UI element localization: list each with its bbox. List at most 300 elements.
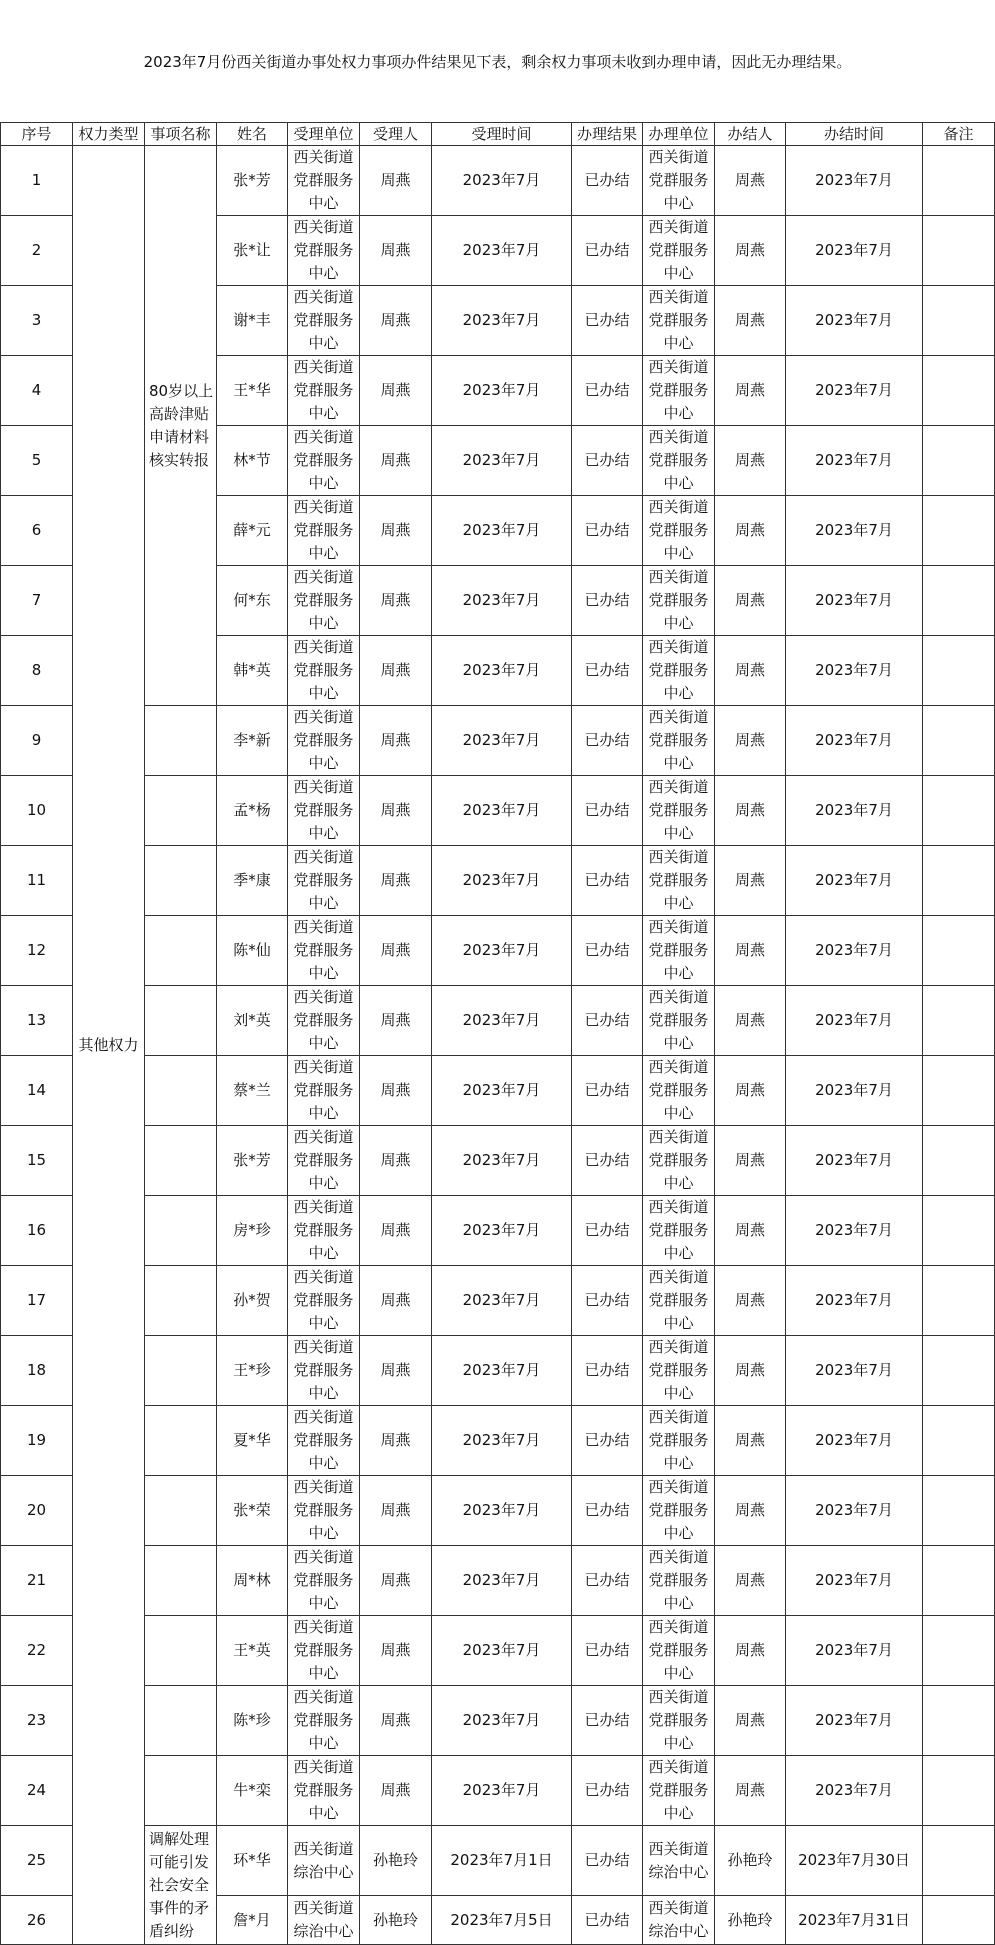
handling-unit-cell: 西关街道党群服务中心: [643, 286, 715, 356]
result-cell: 已办结: [572, 706, 643, 776]
acceptor-cell: 周燕: [360, 356, 432, 426]
handling-unit-cell: 西关街道综治中心: [643, 1826, 715, 1896]
accept-unit-cell: 西关街道党群服务中心: [288, 286, 360, 356]
name-cell: 王*英: [217, 1616, 288, 1686]
handling-unit-cell: 西关街道党群服务中心: [643, 1266, 715, 1336]
close-time-cell: 2023年7月: [786, 916, 923, 986]
header-cell: 受理时间: [432, 123, 572, 146]
handling-unit-cell: 西关街道党群服务中心: [643, 1196, 715, 1266]
serial-cell: 9: [1, 706, 73, 776]
serial-cell: 3: [1, 286, 73, 356]
accept-time-cell: 2023年7月1日: [432, 1826, 572, 1896]
remark-cell: [923, 1476, 995, 1546]
close-time-cell: 2023年7月: [786, 1196, 923, 1266]
accept-time-cell: 2023年7月: [432, 846, 572, 916]
table-row: [1, 146, 995, 216]
handling-unit-cell: 西关街道党群服务中心: [643, 1546, 715, 1616]
closer-cell: 周燕: [715, 286, 786, 356]
close-time-cell: 2023年7月: [786, 1056, 923, 1126]
acceptor-cell: 周燕: [360, 846, 432, 916]
remark-cell: [923, 426, 995, 496]
accept-time-cell: 2023年7月: [432, 706, 572, 776]
item-name-cell: [145, 146, 217, 706]
result-cell: 已办结: [572, 1196, 643, 1266]
item-name-cell: [145, 706, 217, 776]
closer-cell: 周燕: [715, 1756, 786, 1826]
accept-time-cell: 2023年7月: [432, 916, 572, 986]
name-cell: 刘*英: [217, 986, 288, 1056]
remark-cell: [923, 496, 995, 566]
accept-time-cell: 2023年7月: [432, 146, 572, 216]
table-header-row: [1, 123, 995, 146]
closer-cell: 周燕: [715, 916, 786, 986]
name-cell: 陈*珍: [217, 1686, 288, 1756]
handling-unit-cell: 西关街道党群服务中心: [643, 916, 715, 986]
name-cell: 张*芳: [217, 1126, 288, 1196]
handling-unit-cell: 西关街道党群服务中心: [643, 1686, 715, 1756]
result-cell: 已办结: [572, 1406, 643, 1476]
result-cell: 已办结: [572, 986, 643, 1056]
close-time-cell: 2023年7月: [786, 1266, 923, 1336]
result-cell: 已办结: [572, 566, 643, 636]
remark-cell: [923, 146, 995, 216]
item-name-cell: [145, 916, 217, 986]
name-cell: 李*新: [217, 706, 288, 776]
table-row: [1, 1266, 995, 1336]
accept-unit-cell: 西关街道党群服务中心: [288, 1756, 360, 1826]
remark-cell: [923, 1126, 995, 1196]
accept-unit-cell: 西关街道党群服务中心: [288, 1196, 360, 1266]
remark-cell: [923, 356, 995, 426]
remark-cell: [923, 846, 995, 916]
closer-cell: 周燕: [715, 1336, 786, 1406]
closer-cell: 孙艳玲: [715, 1896, 786, 1945]
result-cell: 已办结: [572, 426, 643, 496]
closer-cell: 周燕: [715, 426, 786, 496]
remark-cell: [923, 776, 995, 846]
serial-cell: 25: [1, 1826, 73, 1896]
close-time-cell: 2023年7月: [786, 636, 923, 706]
name-cell: 詹*月: [217, 1896, 288, 1945]
accept-time-cell: 2023年7月: [432, 1476, 572, 1546]
handling-unit-cell: 西关街道党群服务中心: [643, 496, 715, 566]
name-cell: 孙*贺: [217, 1266, 288, 1336]
accept-time-cell: 2023年7月: [432, 1756, 572, 1826]
result-cell: 已办结: [572, 916, 643, 986]
closer-cell: 周燕: [715, 636, 786, 706]
accept-unit-cell: 西关街道党群服务中心: [288, 1476, 360, 1546]
handling-unit-cell: 西关街道党群服务中心: [643, 1336, 715, 1406]
name-cell: 张*让: [217, 216, 288, 286]
item-name-cell: [145, 776, 217, 846]
serial-cell: 7: [1, 566, 73, 636]
name-cell: 张*荣: [217, 1476, 288, 1546]
handling-unit-cell: 西关街道党群服务中心: [643, 776, 715, 846]
header-cell: 权力类型: [73, 123, 145, 146]
handling-unit-cell: 西关街道党群服务中心: [643, 706, 715, 776]
remark-cell: [923, 916, 995, 986]
remark-cell: [923, 986, 995, 1056]
accept-unit-cell: 西关街道党群服务中心: [288, 636, 360, 706]
acceptor-cell: 周燕: [360, 1476, 432, 1546]
result-cell: 已办结: [572, 776, 643, 846]
acceptor-cell: 周燕: [360, 566, 432, 636]
close-time-cell: 2023年7月: [786, 1756, 923, 1826]
close-time-cell: 2023年7月: [786, 216, 923, 286]
close-time-cell: 2023年7月: [786, 846, 923, 916]
result-cell: 已办结: [572, 216, 643, 286]
acceptor-cell: 周燕: [360, 1266, 432, 1336]
closer-cell: 孙艳玲: [715, 1826, 786, 1896]
acceptor-cell: 孙艳玲: [360, 1896, 432, 1945]
acceptor-cell: 周燕: [360, 1056, 432, 1126]
accept-time-cell: 2023年7月5日: [432, 1896, 572, 1945]
close-time-cell: 2023年7月: [786, 1616, 923, 1686]
closer-cell: 周燕: [715, 1616, 786, 1686]
serial-cell: 13: [1, 986, 73, 1056]
serial-cell: 10: [1, 776, 73, 846]
accept-time-cell: 2023年7月: [432, 1686, 572, 1756]
close-time-cell: 2023年7月: [786, 1546, 923, 1616]
accept-unit-cell: 西关街道党群服务中心: [288, 1126, 360, 1196]
accept-unit-cell: 西关街道党群服务中心: [288, 566, 360, 636]
accept-unit-cell: 西关街道党群服务中心: [288, 846, 360, 916]
table-row: [1, 1826, 995, 1896]
serial-cell: 12: [1, 916, 73, 986]
closer-cell: 周燕: [715, 1686, 786, 1756]
closer-cell: 周燕: [715, 1406, 786, 1476]
result-cell: 已办结: [572, 1266, 643, 1336]
item-name-cell: [145, 986, 217, 1056]
table-row: [1, 846, 995, 916]
close-time-cell: 2023年7月: [786, 1336, 923, 1406]
serial-cell: 23: [1, 1686, 73, 1756]
result-cell: 已办结: [572, 496, 643, 566]
handling-unit-cell: 西关街道党群服务中心: [643, 986, 715, 1056]
accept-time-cell: 2023年7月: [432, 1266, 572, 1336]
acceptor-cell: 周燕: [360, 1336, 432, 1406]
name-cell: 韩*英: [217, 636, 288, 706]
power-type-cell: 其他权力: [73, 146, 145, 1945]
close-time-cell: 2023年7月30日: [786, 1826, 923, 1896]
header-cell: 序号: [1, 123, 73, 146]
table-row: [1, 1196, 995, 1266]
remark-cell: [923, 1826, 995, 1896]
handling-unit-cell: 西关街道党群服务中心: [643, 146, 715, 216]
serial-cell: 19: [1, 1406, 73, 1476]
header-cell: 办理单位: [643, 123, 715, 146]
item-name-text: 调解处理可能引发社会安全事件的矛盾纠纷: [149, 1829, 210, 1940]
item-name-cell: [145, 1056, 217, 1126]
accept-unit-cell: 西关街道党群服务中心: [288, 1546, 360, 1616]
serial-cell: 8: [1, 636, 73, 706]
close-time-cell: 2023年7月: [786, 146, 923, 216]
remark-cell: [923, 706, 995, 776]
acceptor-cell: 周燕: [360, 1756, 432, 1826]
acceptor-cell: 周燕: [360, 1406, 432, 1476]
item-name-cell: [145, 1546, 217, 1616]
accept-time-cell: 2023年7月: [432, 1336, 572, 1406]
accept-time-cell: 2023年7月: [432, 1406, 572, 1476]
serial-cell: 16: [1, 1196, 73, 1266]
accept-time-cell: 2023年7月: [432, 496, 572, 566]
serial-cell: 2: [1, 216, 73, 286]
closer-cell: 周燕: [715, 1056, 786, 1126]
name-cell: 季*康: [217, 846, 288, 916]
serial-cell: 15: [1, 1126, 73, 1196]
closer-cell: 周燕: [715, 776, 786, 846]
accept-time-cell: 2023年7月: [432, 1126, 572, 1196]
remark-cell: [923, 1056, 995, 1126]
item-name-text: 80岁以上高龄津贴申请材料核实转报: [149, 381, 214, 469]
closer-cell: 周燕: [715, 496, 786, 566]
handling-unit-cell: 西关街道党群服务中心: [643, 1406, 715, 1476]
accept-time-cell: 2023年7月: [432, 636, 572, 706]
accept-unit-cell: 西关街道党群服务中心: [288, 146, 360, 216]
table-row: [1, 1616, 995, 1686]
accept-unit-cell: 西关街道党群服务中心: [288, 1686, 360, 1756]
handling-unit-cell: 西关街道党群服务中心: [643, 636, 715, 706]
item-name-cell: [145, 1616, 217, 1686]
accept-time-cell: 2023年7月: [432, 776, 572, 846]
serial-cell: 18: [1, 1336, 73, 1406]
notice-text: 2023年7月份西关街道办事处权力事项办件结果见下表，剩余权力事项未收到办理申请，因此无办理结果。: [143, 52, 852, 71]
accept-time-cell: 2023年7月: [432, 356, 572, 426]
handling-unit-cell: 西关街道党群服务中心: [643, 1126, 715, 1196]
acceptor-cell: 周燕: [360, 496, 432, 566]
table-row: [1, 1546, 995, 1616]
closer-cell: 周燕: [715, 146, 786, 216]
acceptor-cell: 周燕: [360, 1686, 432, 1756]
handling-unit-cell: 西关街道党群服务中心: [643, 426, 715, 496]
close-time-cell: 2023年7月: [786, 356, 923, 426]
accept-unit-cell: 西关街道党群服务中心: [288, 1056, 360, 1126]
acceptor-cell: 周燕: [360, 1546, 432, 1616]
closer-cell: 周燕: [715, 706, 786, 776]
remark-cell: [923, 1336, 995, 1406]
table-row: [1, 1686, 995, 1756]
closer-cell: 周燕: [715, 566, 786, 636]
result-cell: 已办结: [572, 1336, 643, 1406]
item-name-cell: [145, 1826, 217, 1945]
accept-unit-cell: 西关街道党群服务中心: [288, 986, 360, 1056]
name-cell: 孟*杨: [217, 776, 288, 846]
remark-cell: [923, 216, 995, 286]
acceptor-cell: 周燕: [360, 636, 432, 706]
handling-unit-cell: 西关街道党群服务中心: [643, 846, 715, 916]
item-name-cell: [145, 1126, 217, 1196]
remark-cell: [923, 1266, 995, 1336]
close-time-cell: 2023年7月31日: [786, 1896, 923, 1945]
item-name-cell: [145, 1196, 217, 1266]
name-cell: 何*东: [217, 566, 288, 636]
handling-unit-cell: 西关街道党群服务中心: [643, 1476, 715, 1546]
name-cell: 谢*丰: [217, 286, 288, 356]
acceptor-cell: 孙艳玲: [360, 1826, 432, 1896]
serial-cell: 24: [1, 1756, 73, 1826]
handling-unit-cell: 西关街道党群服务中心: [643, 356, 715, 426]
remark-cell: [923, 286, 995, 356]
table-row: [1, 1056, 995, 1126]
accept-unit-cell: 西关街道综治中心: [288, 1896, 360, 1945]
accept-unit-cell: 西关街道党群服务中心: [288, 1616, 360, 1686]
acceptor-cell: 周燕: [360, 706, 432, 776]
accept-time-cell: 2023年7月: [432, 426, 572, 496]
item-name-cell: [145, 1266, 217, 1336]
closer-cell: 周燕: [715, 1476, 786, 1546]
name-cell: 夏*华: [217, 1406, 288, 1476]
handling-unit-cell: 西关街道综治中心: [643, 1896, 715, 1945]
name-cell: 蔡*兰: [217, 1056, 288, 1126]
item-name-cell: [145, 1406, 217, 1476]
result-cell: 已办结: [572, 1616, 643, 1686]
close-time-cell: 2023年7月: [786, 566, 923, 636]
result-cell: 已办结: [572, 1126, 643, 1196]
acceptor-cell: 周燕: [360, 986, 432, 1056]
result-cell: 已办结: [572, 1476, 643, 1546]
results-table: [0, 122, 995, 1945]
accept-unit-cell: 西关街道党群服务中心: [288, 706, 360, 776]
closer-cell: 周燕: [715, 1196, 786, 1266]
accept-time-cell: 2023年7月: [432, 1196, 572, 1266]
acceptor-cell: 周燕: [360, 426, 432, 496]
result-cell: 已办结: [572, 1896, 643, 1945]
result-cell: 已办结: [572, 356, 643, 426]
close-time-cell: 2023年7月: [786, 1476, 923, 1546]
result-cell: 已办结: [572, 846, 643, 916]
table-row: [1, 1406, 995, 1476]
accept-unit-cell: 西关街道党群服务中心: [288, 1336, 360, 1406]
close-time-cell: 2023年7月: [786, 776, 923, 846]
table-row: [1, 1126, 995, 1196]
handling-unit-cell: 西关街道党群服务中心: [643, 1056, 715, 1126]
header-cell: 姓名: [217, 123, 288, 146]
name-cell: 王*珍: [217, 1336, 288, 1406]
result-cell: 已办结: [572, 636, 643, 706]
accept-time-cell: 2023年7月: [432, 986, 572, 1056]
result-cell: 已办结: [572, 1686, 643, 1756]
close-time-cell: 2023年7月: [786, 706, 923, 776]
accept-unit-cell: 西关街道党群服务中心: [288, 426, 360, 496]
remark-cell: [923, 566, 995, 636]
name-cell: 张*芳: [217, 146, 288, 216]
acceptor-cell: 周燕: [360, 916, 432, 986]
header-cell: 办结时间: [786, 123, 923, 146]
accept-unit-cell: 西关街道党群服务中心: [288, 356, 360, 426]
result-cell: 已办结: [572, 1756, 643, 1826]
serial-cell: 1: [1, 146, 73, 216]
result-cell: 已办结: [572, 1056, 643, 1126]
table-row: [1, 986, 995, 1056]
remark-cell: [923, 636, 995, 706]
serial-cell: 5: [1, 426, 73, 496]
header-cell: 受理单位: [288, 123, 360, 146]
name-cell: 环*华: [217, 1826, 288, 1896]
table-row: [1, 706, 995, 776]
table-row: [1, 776, 995, 846]
remark-cell: [923, 1616, 995, 1686]
closer-cell: 周燕: [715, 1546, 786, 1616]
handling-unit-cell: 西关街道党群服务中心: [643, 1756, 715, 1826]
remark-cell: [923, 1196, 995, 1266]
serial-cell: 22: [1, 1616, 73, 1686]
table-row: [1, 1336, 995, 1406]
accept-time-cell: 2023年7月: [432, 216, 572, 286]
acceptor-cell: 周燕: [360, 146, 432, 216]
remark-cell: [923, 1546, 995, 1616]
accept-time-cell: 2023年7月: [432, 1616, 572, 1686]
name-cell: 牛*栾: [217, 1756, 288, 1826]
name-cell: 林*节: [217, 426, 288, 496]
accept-time-cell: 2023年7月: [432, 566, 572, 636]
header-cell: 事项名称: [145, 123, 217, 146]
name-cell: 房*珍: [217, 1196, 288, 1266]
name-cell: 陈*仙: [217, 916, 288, 986]
closer-cell: 周燕: [715, 1266, 786, 1336]
acceptor-cell: 周燕: [360, 216, 432, 286]
accept-unit-cell: 西关街道党群服务中心: [288, 1266, 360, 1336]
table-row: [1, 1476, 995, 1546]
close-time-cell: 2023年7月: [786, 496, 923, 566]
acceptor-cell: 周燕: [360, 776, 432, 846]
header-cell: 受理人: [360, 123, 432, 146]
serial-cell: 4: [1, 356, 73, 426]
item-name-cell: [145, 1686, 217, 1756]
close-time-cell: 2023年7月: [786, 1686, 923, 1756]
close-time-cell: 2023年7月: [786, 426, 923, 496]
closer-cell: 周燕: [715, 216, 786, 286]
acceptor-cell: 周燕: [360, 286, 432, 356]
accept-time-cell: 2023年7月: [432, 1056, 572, 1126]
name-cell: 薛*元: [217, 496, 288, 566]
item-name-cell: [145, 846, 217, 916]
accept-time-cell: 2023年7月: [432, 286, 572, 356]
header-cell: 办结人: [715, 123, 786, 146]
remark-cell: [923, 1896, 995, 1945]
remark-cell: [923, 1406, 995, 1476]
closer-cell: 周燕: [715, 1126, 786, 1196]
serial-cell: 26: [1, 1896, 73, 1945]
close-time-cell: 2023年7月: [786, 1126, 923, 1196]
acceptor-cell: 周燕: [360, 1196, 432, 1266]
close-time-cell: 2023年7月: [786, 986, 923, 1056]
acceptor-cell: 周燕: [360, 1126, 432, 1196]
accept-time-cell: 2023年7月: [432, 1546, 572, 1616]
close-time-cell: 2023年7月: [786, 1406, 923, 1476]
serial-cell: 14: [1, 1056, 73, 1126]
accept-unit-cell: 西关街道党群服务中心: [288, 916, 360, 986]
closer-cell: 周燕: [715, 846, 786, 916]
remark-cell: [923, 1756, 995, 1826]
header-cell: 备注: [923, 123, 995, 146]
handling-unit-cell: 西关街道党群服务中心: [643, 216, 715, 286]
result-cell: 已办结: [572, 146, 643, 216]
item-name-cell: [145, 1756, 217, 1826]
serial-cell: 11: [1, 846, 73, 916]
serial-cell: 6: [1, 496, 73, 566]
closer-cell: 周燕: [715, 986, 786, 1056]
accept-unit-cell: 西关街道党群服务中心: [288, 776, 360, 846]
accept-unit-cell: 西关街道党群服务中心: [288, 496, 360, 566]
item-name-cell: [145, 1336, 217, 1406]
serial-cell: 21: [1, 1546, 73, 1616]
result-cell: 已办结: [572, 1826, 643, 1896]
accept-unit-cell: 西关街道党群服务中心: [288, 1406, 360, 1476]
table-row: [1, 916, 995, 986]
acceptor-cell: 周燕: [360, 1616, 432, 1686]
serial-cell: 17: [1, 1266, 73, 1336]
result-cell: 已办结: [572, 1546, 643, 1616]
